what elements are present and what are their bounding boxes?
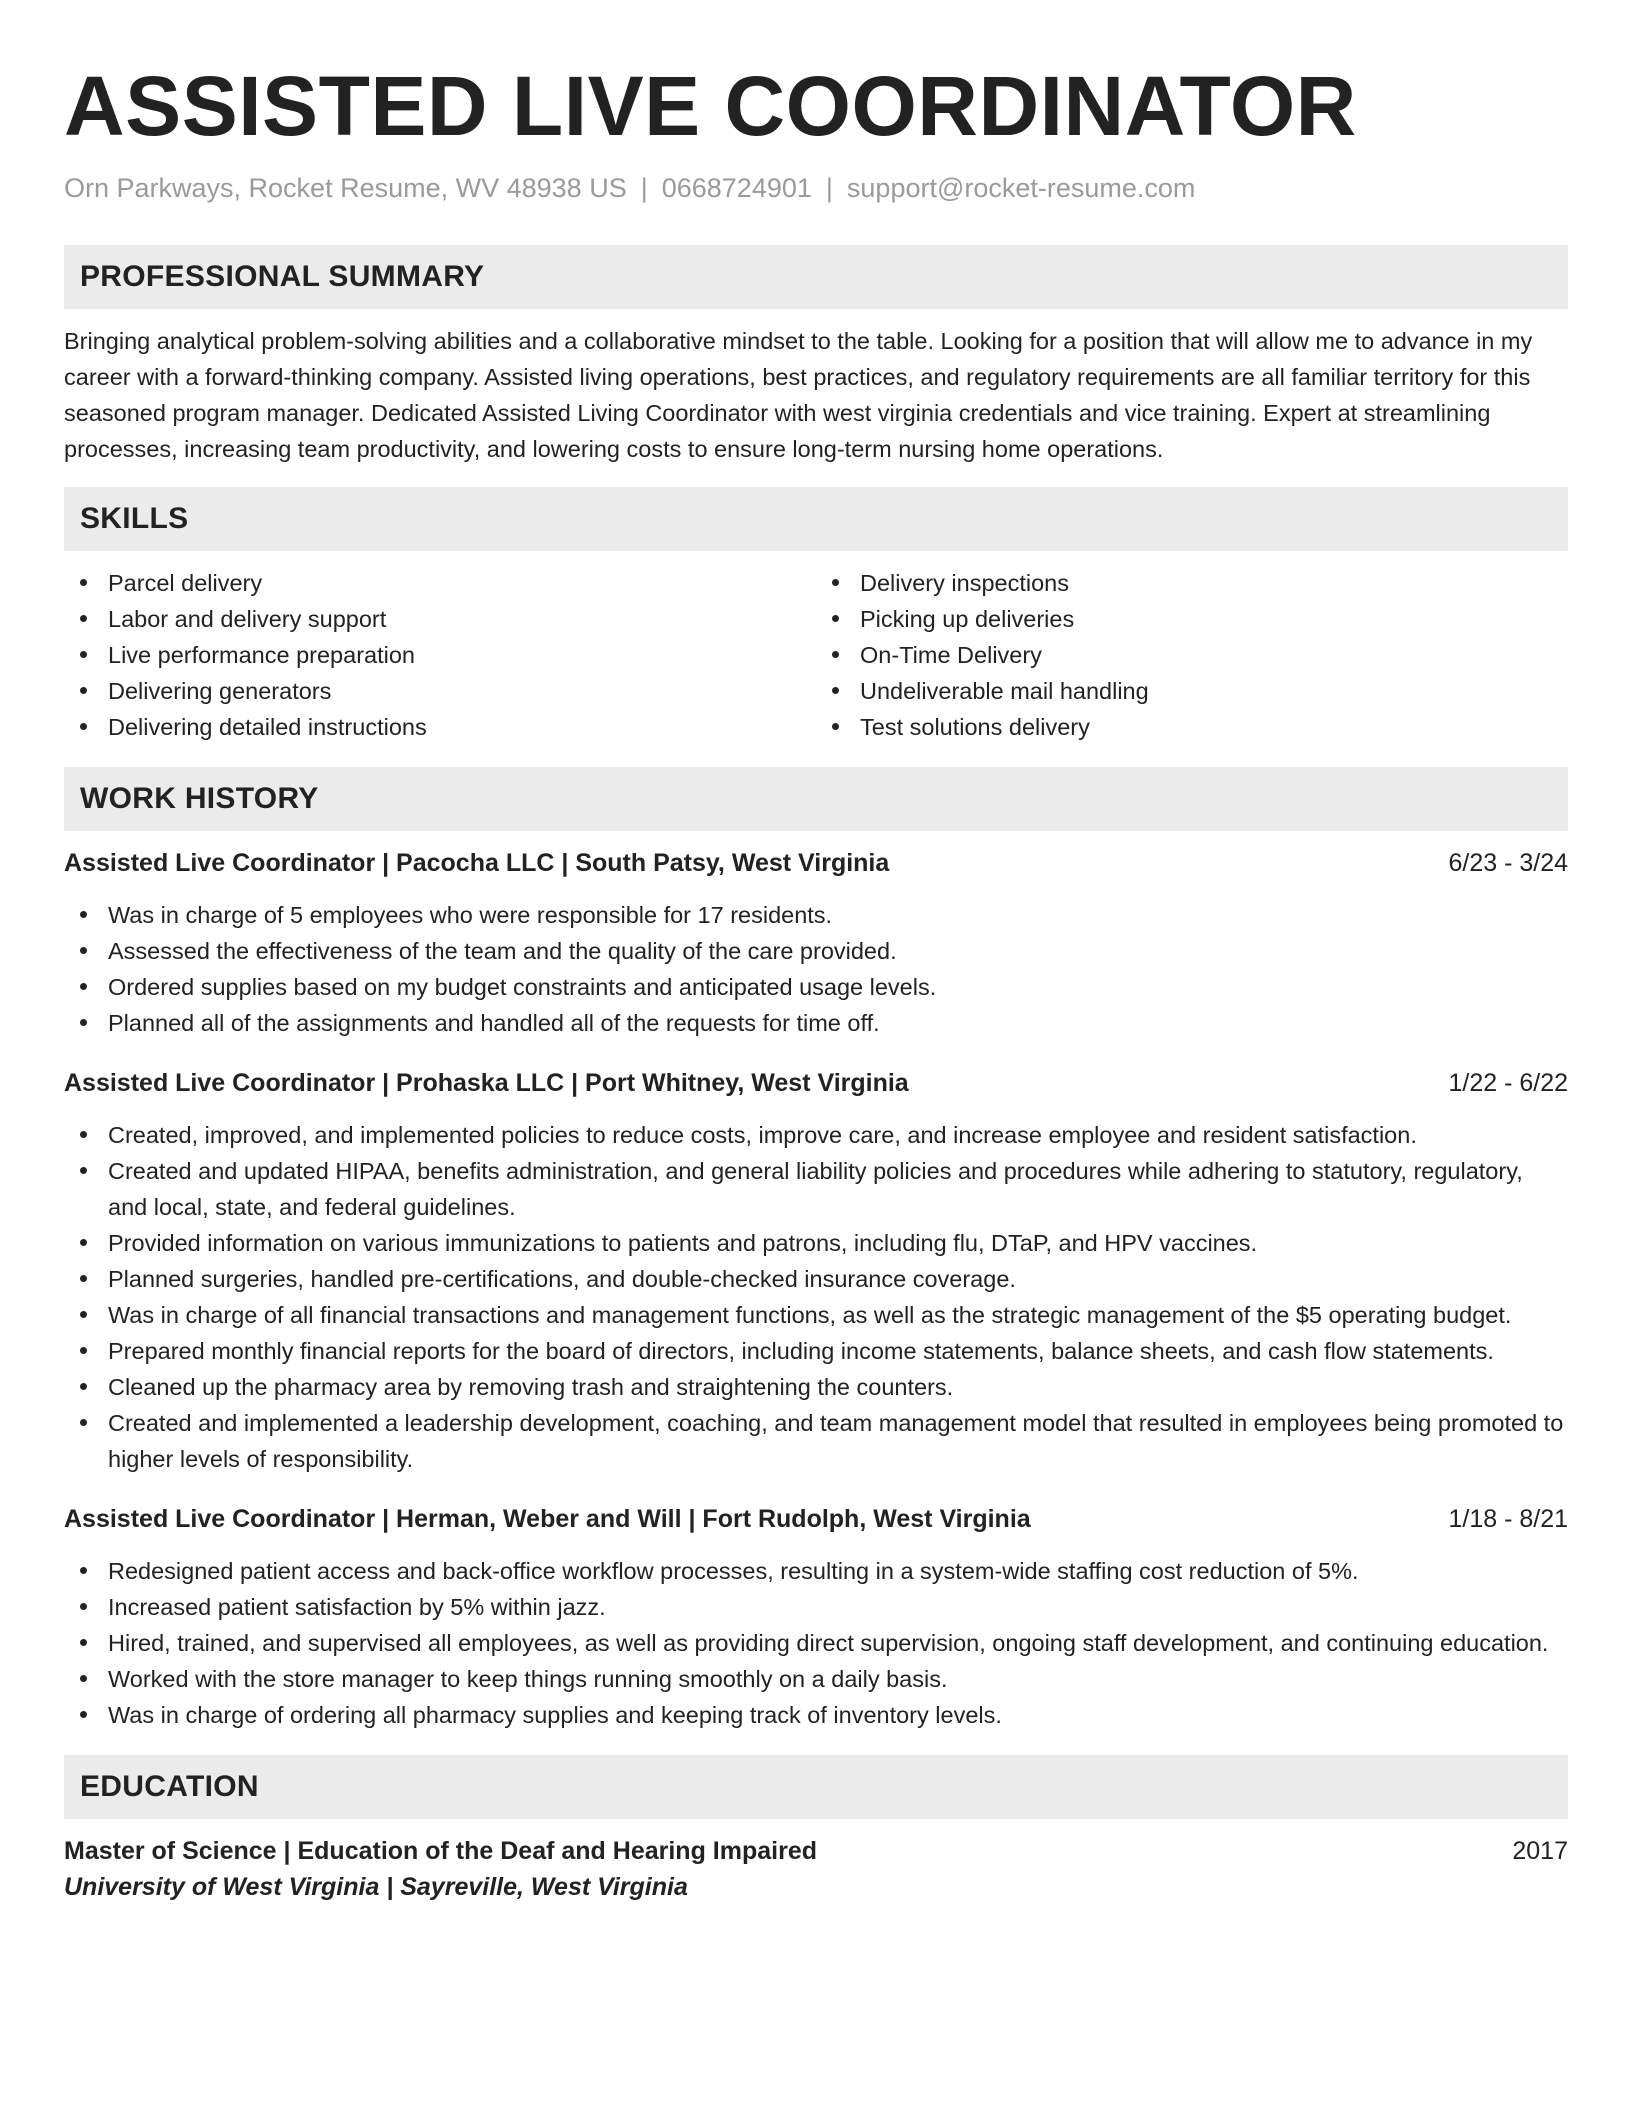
job-entry	[64, 1065, 1568, 1477]
work-section-title: WORK HISTORY	[80, 782, 319, 815]
job-bullet: Worked with the store manager to keep things running smoothly on a daily basis.	[64, 1661, 1568, 1697]
job-bullet: Ordered supplies based on my budget constraints and anticipated usage levels.	[64, 969, 1568, 1005]
education-school: University of West Virginia | Sayreville, West Virginia	[64, 1873, 688, 1901]
skill-item: On-Time Delivery	[816, 637, 1568, 673]
skill-item: Delivery inspections	[816, 565, 1568, 601]
job-bullet: Cleaned up the pharmacy area by removing trash and straightening the counters.	[64, 1369, 1568, 1405]
job-header	[64, 1065, 1568, 1101]
job-dates: 1/22 - 6/22	[1448, 1069, 1568, 1097]
job-dates: 1/18 - 8/21	[1448, 1505, 1568, 1533]
candidate-name: ASSISTED LIVE COORDINATOR	[64, 59, 1357, 153]
skills-section-header	[64, 487, 1568, 551]
work-section-header	[64, 767, 1568, 831]
job-title: Assisted Live Coordinator | Pacocha LLC | South Patsy, West Virginia	[64, 849, 890, 877]
job-dates: 6/23 - 3/24	[1448, 849, 1568, 877]
education-degree: Master of Science | Education of the Deaf and Hearing Impaired	[64, 1837, 817, 1865]
job-entry	[64, 1501, 1568, 1733]
summary-section-header	[64, 245, 1568, 309]
job-header	[64, 845, 1568, 881]
education-section-header	[64, 1755, 1568, 1819]
skill-item: Picking up deliveries	[816, 601, 1568, 637]
job-title: Assisted Live Coordinator | Prohaska LLC | Port Whitney, West Virginia	[64, 1069, 909, 1097]
job-header	[64, 1501, 1568, 1537]
job-bullets	[64, 1117, 1568, 1477]
job-bullet: Prepared monthly financial reports for the board of directors, including income statements, balance sheets, and cash flow statements.	[64, 1333, 1568, 1369]
job-bullet: Created and updated HIPAA, benefits administration, and general liability policies and procedures while adhering to statutory, regulatory, and local, state, and federal guidelines.	[64, 1153, 1568, 1225]
job-entry	[64, 845, 1568, 1041]
job-bullet: Redesigned patient access and back-office workflow processes, resulting in a system-wide staffing cost reduction of 5%.	[64, 1553, 1568, 1589]
skill-item: Delivering generators	[64, 673, 816, 709]
summary-text: Bringing analytical problem-solving abilities and a collaborative mindset to the table. Looking for a position that will allow me to advance in my career with a forward-thinking company. Assisted living operations, best practices, and regulatory requirements are all familiar territory for this seasoned program manager. Dedicated Assisted Living Coordinator with west virginia credentials and vice training. Expert at streamlining processes, increasing team productivity, and lowering costs to ensure long-term nursing home operations.	[64, 328, 1533, 462]
summary-section-title: PROFESSIONAL SUMMARY	[80, 260, 485, 293]
skill-item: Parcel delivery	[64, 565, 816, 601]
skill-item: Delivering detailed instructions	[64, 709, 816, 745]
contact-line	[64, 168, 1568, 208]
job-bullet: Was in charge of 5 employees who were responsible for 17 residents.	[64, 897, 1568, 933]
skill-item: Live performance preparation	[64, 637, 816, 673]
skills-list	[64, 565, 1568, 745]
education-year: 2017	[1512, 1837, 1568, 1865]
skills-section-title: SKILLS	[80, 502, 189, 535]
contact-separator: |	[825, 173, 833, 203]
job-bullet: Provided information on various immunizations to patients and patrons, including flu, DTaP, and HPV vaccines.	[64, 1225, 1568, 1261]
job-bullet: Was in charge of ordering all pharmacy supplies and keeping track of inventory levels.	[64, 1697, 1568, 1733]
education-header	[64, 1833, 1568, 1869]
contact-address: Orn Parkways, Rocket Resume, WV 48938 US	[64, 173, 627, 203]
job-bullet: Created and implemented a leadership development, coaching, and team management model that resulted in employees being promoted to higher levels of responsibility.	[64, 1405, 1568, 1477]
contact-separator: |	[640, 173, 648, 203]
job-bullets	[64, 897, 1568, 1041]
job-title: Assisted Live Coordinator | Herman, Weber and Will | Fort Rudolph, West Virginia	[64, 1505, 1031, 1533]
job-bullet: Was in charge of all financial transactions and management functions, as well as the strategic management of the $5 operating budget.	[64, 1297, 1568, 1333]
education-entry	[64, 1833, 1568, 1905]
job-bullet: Assessed the effectiveness of the team and the quality of the care provided.	[64, 933, 1568, 969]
job-bullet: Created, improved, and implemented policies to reduce costs, improve care, and increase employee and resident satisfaction.	[64, 1117, 1568, 1153]
skill-item: Labor and delivery support	[64, 601, 816, 637]
job-bullet: Planned surgeries, handled pre-certifications, and double-checked insurance coverage.	[64, 1261, 1568, 1297]
contact-phone: 0668724901	[661, 173, 812, 203]
skills-column-left	[64, 565, 816, 745]
job-bullet: Hired, trained, and supervised all employees, as well as providing direct supervision, ongoing staff development, and continuing education.	[64, 1625, 1568, 1661]
job-bullet: Planned all of the assignments and handled all of the requests for time off.	[64, 1005, 1568, 1041]
skill-item: Test solutions delivery	[816, 709, 1568, 745]
skills-column-right	[816, 565, 1568, 745]
skill-item: Undeliverable mail handling	[816, 673, 1568, 709]
job-bullets	[64, 1553, 1568, 1733]
education-section-title: EDUCATION	[80, 1770, 259, 1803]
job-bullet: Increased patient satisfaction by 5% within jazz.	[64, 1589, 1568, 1625]
contact-email: support@rocket-resume.com	[846, 173, 1196, 203]
